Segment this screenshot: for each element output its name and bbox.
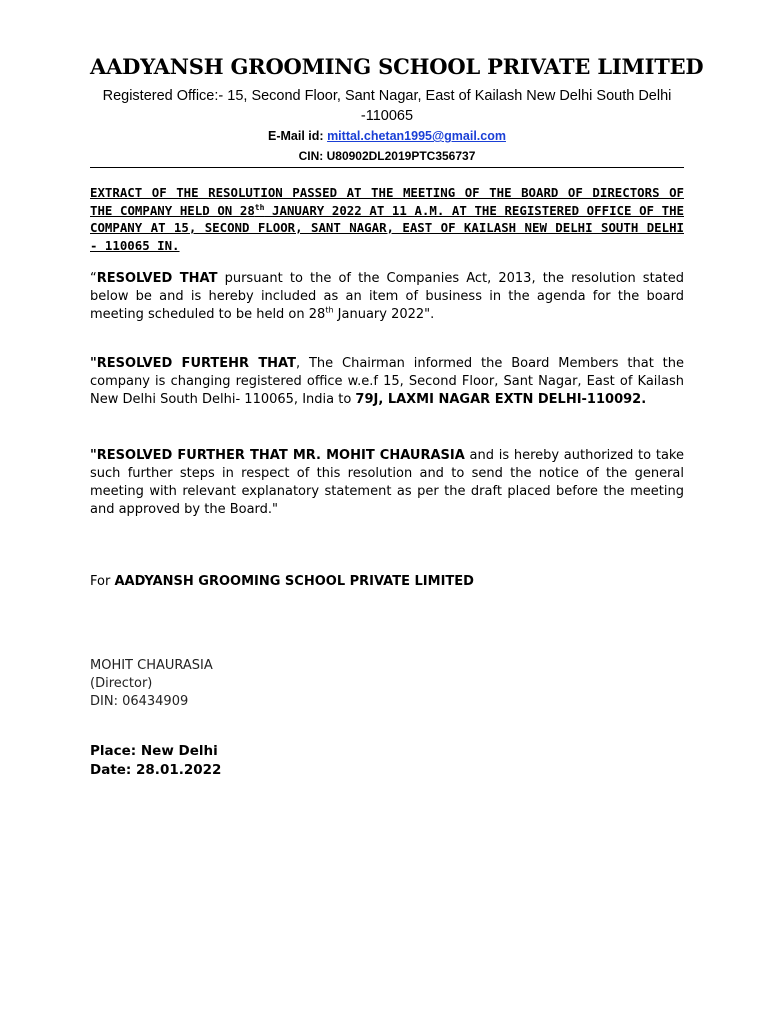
place: Place: New Delhi bbox=[90, 743, 218, 759]
email-label: E-Mail id: bbox=[268, 129, 324, 143]
extract-heading bbox=[90, 184, 684, 254]
resolution-1 bbox=[90, 270, 684, 324]
resolution-1-text-end: January 2022". bbox=[333, 307, 435, 322]
header-divider bbox=[90, 167, 684, 168]
date: Date: 28.01.2022 bbox=[90, 761, 222, 778]
for-company-line bbox=[90, 573, 684, 591]
resolution-3 bbox=[90, 447, 684, 519]
resolution-3-lead: "RESOLVED FURTHER THAT MR. MOHIT CHAURASIA bbox=[90, 448, 465, 463]
extract-heading-part2: JANUARY 2022 AT 11 A.M. AT THE REGISTERED OFFICE OF THE COMPANY AT 15, SECOND FLOOR, SANT NAGAR, EAST OF KAILASH NEW DELHI SOUTH DELHI - 110065 IN. bbox=[90, 202, 684, 253]
resolution-1-quote: “ bbox=[90, 271, 97, 286]
place-date-block bbox=[90, 742, 684, 779]
company-name: AADYANSH GROOMING SCHOOL PRIVATE LIMITED bbox=[90, 54, 704, 79]
resolution-2-text: , The Chairman informed the Board Members that the company is changing registered office w.e.f 15, Second Floor, Sant Nagar, East of Kailash New Delhi South Delhi- 110065, India to bbox=[90, 356, 684, 407]
resolution-1-lead: RESOLVED THAT bbox=[96, 271, 218, 286]
cin-number: CIN: U80902DL2019PTC356737 bbox=[298, 149, 476, 163]
signatory-name: MOHIT CHAURASIA bbox=[90, 658, 213, 673]
for-company-name: AADYANSH GROOMING SCHOOL PRIVATE LIMITED bbox=[114, 574, 474, 589]
resolution-1-text: pursuant to the of the Companies Act, 2013, the resolution stated below be and is hereby included as an item of business in the agenda for the board meeting scheduled to be held on 28 bbox=[90, 271, 684, 322]
signatory-din: DIN: 06434909 bbox=[90, 694, 189, 709]
signatory-title: (Director) bbox=[90, 676, 153, 691]
extract-heading-part1: EXTRACT OF THE RESOLUTION PASSED AT THE MEETING OF THE BOARD OF DIRECTORS OF THE COMPANY HELD ON 28 bbox=[90, 185, 684, 218]
email-line bbox=[90, 129, 684, 143]
resolution-2 bbox=[90, 355, 684, 409]
resolution-2-new-address: 79J, LAXMI NAGAR EXTN DELHI-110092. bbox=[355, 392, 647, 407]
resolution-3-text: and is hereby authorized to take such further steps in respect of this resolution and to send the notice of the general meeting with relevant explanatory statement as per the draft placed before the meeting and approved by the Board." bbox=[90, 448, 684, 517]
extract-heading-sup: th bbox=[254, 202, 265, 212]
signatory-block bbox=[90, 657, 684, 711]
resolution-2-lead: "RESOLVED FURTEHR THAT bbox=[90, 356, 296, 371]
resolution-1-sup: th bbox=[325, 305, 334, 315]
registered-office: Registered Office:- 15, Second Floor, Sant Nagar, East of Kailash New Delhi South Delhi -110065 bbox=[102, 88, 672, 124]
for-prefix: For bbox=[90, 574, 115, 589]
email-link[interactable]: mittal.chetan1995@gmail.com bbox=[327, 129, 506, 143]
